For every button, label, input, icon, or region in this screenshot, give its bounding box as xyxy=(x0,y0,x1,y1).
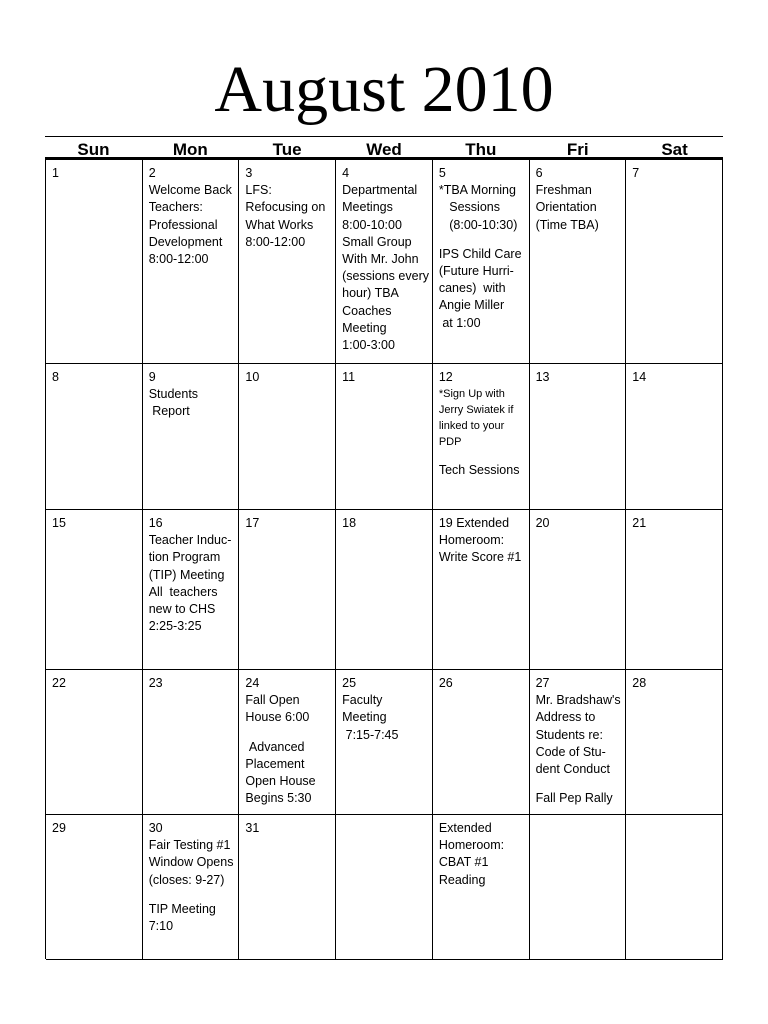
day-cell xyxy=(239,510,336,670)
day-number: 19 Extended xyxy=(438,516,510,530)
day-cell xyxy=(336,160,433,364)
event-text: Fair Testing #1 Window Opens (closes: 9-27) xyxy=(148,838,234,887)
day-cell xyxy=(433,510,530,670)
day-cell xyxy=(530,815,627,960)
weekday-mon: Mon xyxy=(172,140,208,157)
day-cell xyxy=(46,510,143,670)
day-cell xyxy=(530,670,627,815)
day-number: 13 xyxy=(535,370,550,384)
day-number: 28 xyxy=(632,676,647,690)
header-rule xyxy=(45,136,723,137)
page-title: August 2010 xyxy=(214,53,554,126)
day-cell xyxy=(626,510,723,670)
day-cell xyxy=(46,815,143,960)
day-cell xyxy=(239,670,336,815)
weekday-sun: Sun xyxy=(77,140,110,157)
event-text: Freshman Orientation (Time TBA) xyxy=(535,183,599,232)
event-note: *Sign Up with Jerry Swiatek if linked to your PDP xyxy=(438,388,514,449)
day-number: 20 xyxy=(535,516,550,530)
weekday-tue: Tue xyxy=(272,140,302,157)
event-text: LFS: Refocusing on What Works 8:00-12:00 xyxy=(245,183,326,249)
day-cell xyxy=(626,364,723,510)
day-number: 4 xyxy=(342,166,350,180)
event-text: Students Report xyxy=(148,387,199,419)
event-text: Fall Pep Rally xyxy=(535,791,613,806)
event-text: *TBA Morning Sessions (8:00-10:30) xyxy=(438,183,518,232)
day-cell xyxy=(433,364,530,510)
day-cell xyxy=(530,160,627,364)
day-number: 25 xyxy=(342,676,357,690)
day-cell xyxy=(46,364,143,510)
day-cell xyxy=(530,364,627,510)
day-cell xyxy=(239,364,336,510)
weekday-sat: Sat xyxy=(661,140,688,157)
spacer xyxy=(245,727,333,739)
event-text: Mr. Bradshaw's Address to Students re: Code of Stu- dent Conduct xyxy=(535,693,621,777)
day-cell xyxy=(143,160,240,364)
day-cell xyxy=(143,510,240,670)
day-cell xyxy=(143,815,240,960)
day-cell xyxy=(336,815,433,960)
spacer xyxy=(439,234,527,246)
weekday-fri: Fri xyxy=(566,140,589,157)
day-number: 31 xyxy=(245,821,260,835)
event-text: Departmental Meetings 8:00-10:00 Small Group With Mr. John (sessions every hour) TBA Coaches Meeting 1:00-3:00 xyxy=(342,183,429,353)
event-text: TIP Meeting 7:10 xyxy=(148,901,216,934)
event-text: Welcome Back Teachers: Professional Development 8:00-12:00 xyxy=(148,183,232,267)
event-text: Tech Sessions xyxy=(438,463,520,478)
day-number: 14 xyxy=(632,370,647,384)
day-number: 26 xyxy=(438,676,453,690)
event-text: Advanced Placement Open House Begins 5:30 xyxy=(245,739,316,806)
day-number: 10 xyxy=(245,370,260,384)
weekday-header xyxy=(45,139,723,160)
event-text: IPS Child Care (Future Hurri- canes) with Angie Miller at 1:00 xyxy=(438,246,522,330)
day-cell xyxy=(626,815,723,960)
day-cell xyxy=(143,364,240,510)
day-cell xyxy=(143,670,240,815)
day-number: 22 xyxy=(52,676,66,690)
day-cell xyxy=(626,160,723,364)
day-number: 1 xyxy=(52,166,59,180)
day-cell xyxy=(336,364,433,510)
day-number: 5 xyxy=(438,166,446,180)
spacer xyxy=(149,889,237,901)
day-number: 9 xyxy=(148,370,156,384)
day-cell xyxy=(336,510,433,670)
day-cell xyxy=(46,670,143,815)
event-text: Homeroom: Write Score #1 xyxy=(438,533,522,565)
day-number: 12 xyxy=(438,370,453,384)
day-number: 23 xyxy=(148,676,163,690)
day-number: 3 xyxy=(245,166,253,180)
day-number: 2 xyxy=(148,166,156,180)
day-number: 18 xyxy=(342,516,357,530)
spacer xyxy=(536,778,624,790)
day-cell xyxy=(433,160,530,364)
day-cell xyxy=(239,160,336,364)
day-number: 30 xyxy=(148,821,163,835)
day-number: 29 xyxy=(52,821,66,835)
day-number: 11 xyxy=(342,370,356,384)
day-number: 6 xyxy=(535,166,543,180)
day-cell xyxy=(626,670,723,815)
event-text: Teacher Induc- tion Program (TIP) Meeting All teachers new to CHS 2:25-3:25 xyxy=(148,533,232,634)
day-number: 24 xyxy=(245,676,260,690)
spacer xyxy=(439,450,527,462)
day-number: 21 xyxy=(632,516,647,530)
event-text: Faculty Meeting 7:15-7:45 xyxy=(342,693,399,742)
day-cell xyxy=(530,510,627,670)
day-number: 16 xyxy=(148,516,163,530)
day-cell xyxy=(336,670,433,815)
day-cell xyxy=(433,815,530,960)
day-cell xyxy=(46,160,143,364)
weekday-thu: Thu xyxy=(465,140,497,157)
day-number: 7 xyxy=(632,166,640,180)
calendar-grid xyxy=(45,159,723,959)
day-number: 17 xyxy=(245,516,260,530)
day-number: 15 xyxy=(52,516,66,530)
day-cell xyxy=(239,815,336,960)
day-number: 8 xyxy=(52,370,59,384)
day-number: 27 xyxy=(535,676,550,690)
weekday-wed: Wed xyxy=(366,140,402,157)
day-cell xyxy=(433,670,530,815)
event-text: Extended Homeroom: CBAT #1 Reading xyxy=(438,821,505,887)
event-text: Fall Open House 6:00 xyxy=(245,693,310,725)
